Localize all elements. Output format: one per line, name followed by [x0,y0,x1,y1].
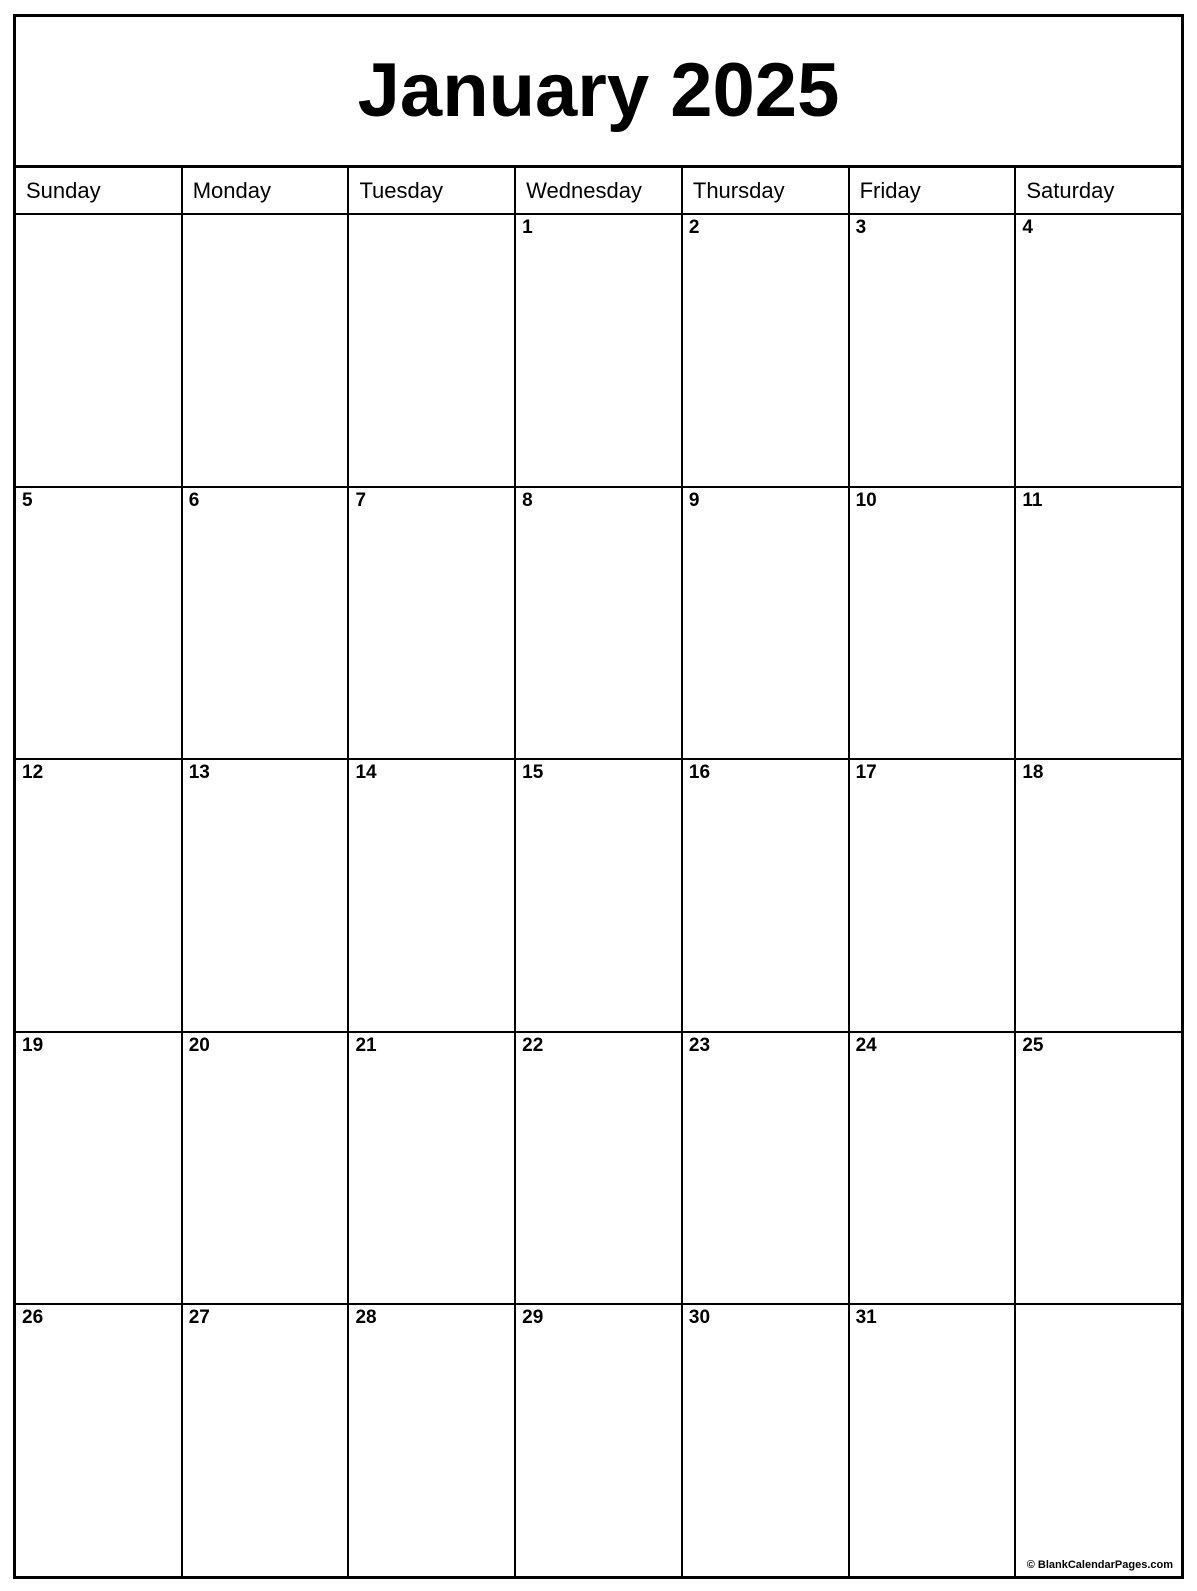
day-cell[interactable] [349,215,516,486]
calendar-title-bar [16,17,1181,168]
day-cell[interactable] [683,760,850,1031]
weekday-header-friday: Friday [850,168,1017,213]
day-cell[interactable] [16,760,183,1031]
day-number: 12 [22,762,44,784]
day-number: 15 [522,762,544,784]
day-cell[interactable] [349,1305,516,1576]
day-cell[interactable] [516,1033,683,1304]
weekday-header-sunday: Sunday [16,168,183,213]
day-number: 24 [855,1034,877,1056]
weekday-header-saturday: Saturday [1016,168,1181,213]
day-number: 16 [688,762,711,784]
day-number: 19 [22,1034,44,1056]
day-cell[interactable] [1016,760,1181,1031]
day-number: 22 [522,1034,544,1056]
day-cell[interactable] [683,1305,850,1576]
day-number: 13 [188,762,210,784]
day-cell[interactable] [683,488,850,759]
day-number: 29 [522,1307,544,1329]
site-credit: © BlankCalendarPages.com [1026,1559,1173,1571]
day-number: 20 [188,1034,210,1056]
day-number: 3 [855,217,867,238]
day-cell[interactable] [16,488,183,759]
weekday-header-wednesday: Wednesday [516,168,683,213]
week-row [16,488,1181,761]
day-cell[interactable] [183,488,350,759]
day-cell[interactable] [1016,1033,1181,1304]
week-row [16,1033,1181,1306]
day-cell[interactable] [1016,488,1181,759]
page-title: January 2025 [357,48,840,133]
day-cell[interactable] [516,1305,683,1576]
week-row [16,1305,1181,1576]
weekday-header-monday: Monday [183,168,350,213]
day-cell[interactable] [183,215,350,486]
day-number: 9 [688,489,700,511]
day-cell[interactable] [850,215,1017,486]
day-number: 31 [855,1307,877,1329]
day-number: 4 [1022,217,1033,238]
day-number: 14 [355,762,377,784]
day-number: 5 [22,489,33,511]
weekday-header-tuesday: Tuesday [349,168,516,213]
day-number: 25 [1022,1034,1044,1056]
day-cell[interactable] [683,1033,850,1304]
day-number: 1 [522,217,533,238]
day-cell[interactable] [349,760,516,1031]
day-number: 11 [1022,489,1043,511]
day-cell[interactable] [850,1033,1017,1304]
day-number: 26 [22,1307,44,1329]
day-cell[interactable] [183,1033,350,1304]
day-cell[interactable] [16,215,183,486]
day-cell[interactable] [349,1033,516,1304]
day-cell[interactable] [1016,215,1181,486]
day-cell[interactable] [850,760,1017,1031]
week-row [16,760,1181,1033]
day-number: 27 [188,1307,210,1329]
day-cell[interactable] [16,1305,183,1576]
day-cell[interactable] [183,1305,350,1576]
calendar-grid [16,215,1181,1576]
day-number: 28 [355,1307,377,1329]
day-cell[interactable] [850,488,1017,759]
day-number: 18 [1022,762,1044,784]
day-number: 23 [688,1034,711,1056]
weekday-header-thursday: Thursday [683,168,850,213]
day-cell[interactable] [516,215,683,486]
week-row [16,215,1181,488]
day-number: 6 [188,489,200,511]
day-cell[interactable] [1016,1305,1181,1576]
day-cell[interactable] [850,1305,1017,1576]
day-number: 2 [688,217,700,238]
day-number: 17 [855,762,877,784]
day-cell[interactable] [516,760,683,1031]
day-number: 8 [522,489,533,511]
day-number: 10 [855,489,877,511]
day-number: 7 [355,489,367,511]
day-cell[interactable] [349,488,516,759]
day-number: 21 [355,1034,377,1056]
day-number: 30 [688,1307,711,1329]
day-cell[interactable] [183,760,350,1031]
calendar-container [13,14,1184,1579]
weekday-header-row [16,168,1181,215]
day-cell[interactable] [16,1033,183,1304]
day-cell[interactable] [683,215,850,486]
day-cell[interactable] [516,488,683,759]
